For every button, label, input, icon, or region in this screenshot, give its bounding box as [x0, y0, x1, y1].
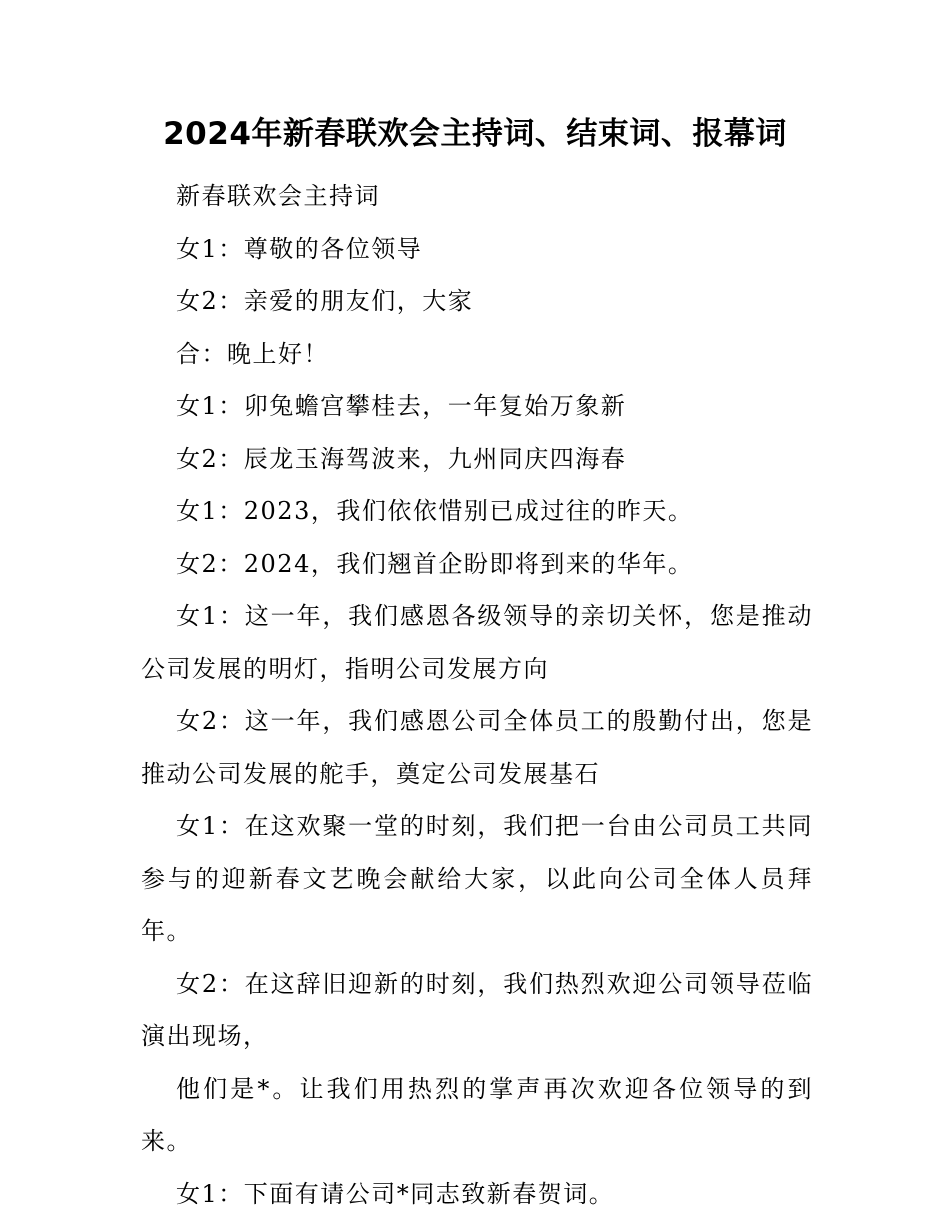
paragraph: 女1：下面有请公司*同志致新春贺词。	[176, 1179, 615, 1208]
paragraph: 女2：2024，我们翘首企盼即将到来的华年。	[176, 549, 694, 578]
paragraph: 女1：卯兔蟾宫攀桂去，一年复始万象新	[176, 392, 627, 420]
paragraph-section-heading: 新春联欢会主持词	[176, 182, 380, 210]
paragraph: 合：晚上好！	[176, 339, 329, 368]
document-title: 2024年新春联欢会主持词、结束词、报幕词	[163, 116, 787, 152]
paragraph: 女2：辰龙玉海驾波来，九州同庆四海春	[176, 444, 627, 473]
paragraph: 女2：亲爱的朋友们，大家	[176, 287, 474, 315]
paragraph: 女2：这一年，我们感恩公司全体员工的殷勤付出，您是推动公司发展的舵手，奠定公司发展基石	[141, 707, 813, 788]
paragraph: 女2：在这辞旧迎新的时刻，我们热烈欢迎公司领导莅临演出现场，	[141, 969, 813, 1050]
paragraph: 女1：这一年，我们感恩各级领导的亲切关怀，您是推动公司发展的明灯，指明公司发展方向	[141, 602, 813, 683]
paragraph: 女1：2023，我们依依惜别已成过往的昨天。	[176, 497, 694, 525]
paragraph: 他们是*。让我们用热烈的掌声再次欢迎各位领导的到来。	[141, 1074, 813, 1155]
paragraph: 女1：尊敬的各位领导	[176, 234, 423, 263]
paragraph: 女1：在这欢聚一堂的时刻，我们把一台由公司员工共同参与的迎新春文艺晚会献给大家，以此向公司全体人员拜年。	[141, 812, 813, 945]
document-body	[141, 170, 813, 1220]
